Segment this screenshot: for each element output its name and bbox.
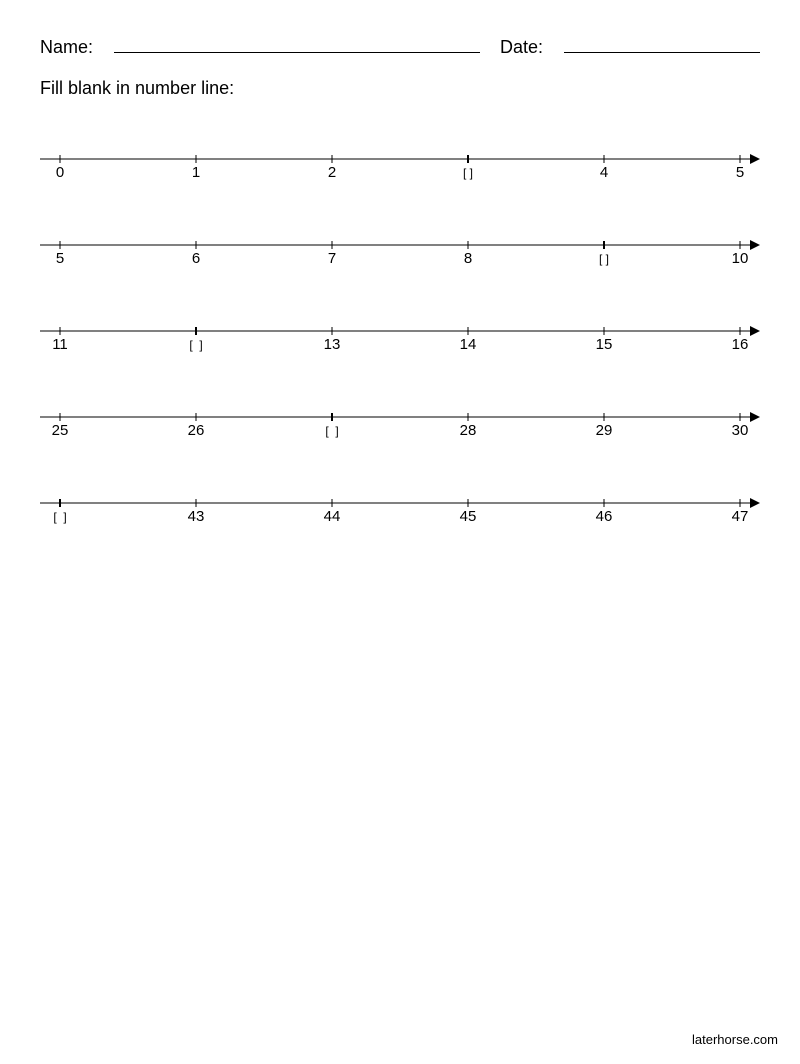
tick-label: 6 [191, 250, 201, 267]
tick-label: 28 [459, 422, 477, 439]
blank-answer-box[interactable]: [ ] [53, 510, 67, 524]
number-line-2 [40, 240, 760, 267]
tick-label: 16 [731, 336, 749, 353]
tick-label: 29 [595, 422, 613, 439]
blank-answer-box[interactable]: [ ] [462, 166, 474, 180]
name-label: Name: [40, 37, 94, 57]
tick-label: 30 [731, 422, 749, 439]
tick-label: 46 [595, 508, 613, 525]
arrow-head-icon [750, 240, 760, 250]
tick-label: 13 [323, 336, 341, 353]
blank-answer-box[interactable]: [ ] [189, 338, 203, 352]
tick-label: 43 [187, 508, 205, 525]
tick-label: 1 [191, 164, 201, 181]
tick-label: 25 [51, 422, 69, 439]
arrow-head-icon [750, 326, 760, 336]
tick-label: 11 [52, 336, 68, 353]
number-line-4 [40, 412, 760, 439]
blank-answer-box[interactable]: [ ] [598, 252, 610, 266]
tick-label: 10 [731, 250, 749, 267]
tick-label: 7 [327, 250, 337, 267]
instructions: Fill blank in number line: [40, 78, 235, 98]
tick-label: 4 [599, 164, 609, 181]
blank-answer-box[interactable]: [ ] [325, 424, 339, 438]
tick-label: 5 [55, 250, 65, 267]
tick-label: 47 [731, 508, 749, 525]
number-line-3 [40, 326, 760, 353]
tick-label: 15 [595, 336, 613, 353]
tick-label: 44 [323, 508, 341, 525]
arrow-head-icon [750, 498, 760, 508]
arrow-head-icon [750, 412, 760, 422]
footer-site: laterhorse.com [692, 1032, 778, 1047]
arrow-head-icon [750, 154, 760, 164]
tick-label: 14 [459, 336, 477, 353]
tick-label: 2 [327, 164, 337, 181]
number-line-5 [40, 498, 760, 525]
date-label: Date: [500, 37, 544, 57]
tick-label: 45 [459, 508, 477, 525]
tick-label: 0 [55, 164, 65, 181]
tick-label: 26 [187, 422, 205, 439]
tick-label: 8 [463, 250, 473, 267]
tick-label: 5 [735, 164, 745, 181]
number-line-1 [40, 154, 760, 181]
